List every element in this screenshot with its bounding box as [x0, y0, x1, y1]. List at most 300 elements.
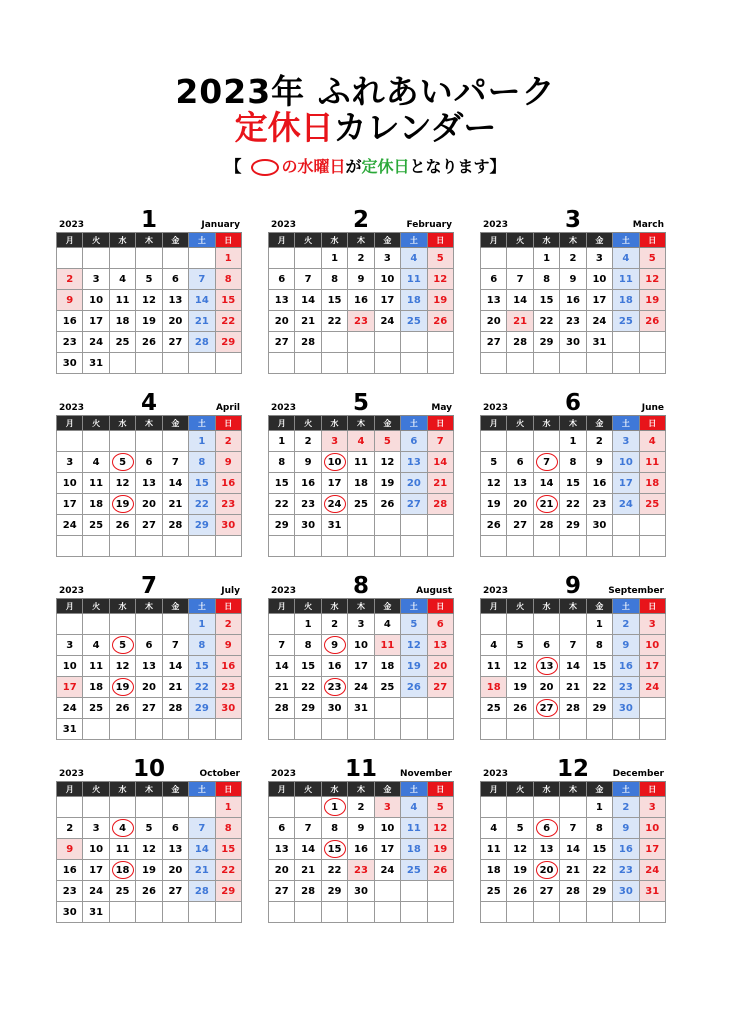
day-number: 31	[327, 519, 342, 531]
weekday-label: 火	[295, 782, 321, 797]
week-row	[481, 536, 666, 557]
day-number: 23	[566, 315, 580, 327]
day-number: 18	[115, 864, 130, 876]
day-number: 3	[595, 252, 603, 264]
day-cell	[136, 290, 162, 311]
day-number: 28	[274, 702, 289, 714]
day-number: 1	[304, 618, 312, 630]
day-cell	[109, 860, 135, 881]
empty-cell	[560, 719, 586, 740]
day-cell	[613, 431, 639, 452]
day-number: 9	[66, 843, 74, 855]
day-cell	[427, 860, 453, 881]
day-cell	[321, 290, 347, 311]
day-number: 30	[354, 885, 368, 897]
week-row	[481, 431, 666, 452]
weekday-label: 日	[639, 233, 665, 248]
day-number: 8	[569, 456, 577, 468]
day-number: 20	[539, 864, 554, 876]
day-cell	[136, 311, 162, 332]
day-cell	[57, 698, 83, 719]
day-number: 1	[569, 435, 577, 447]
day-cell	[639, 614, 665, 635]
day-cell	[162, 452, 188, 473]
day-number: 18	[486, 864, 501, 876]
day-number: 21	[539, 498, 554, 510]
day-number: 4	[490, 822, 498, 834]
day-number: 30	[618, 702, 633, 714]
day-cell	[215, 473, 241, 494]
day-cell	[189, 494, 215, 515]
day-cell	[57, 656, 83, 677]
day-number: 18	[89, 681, 104, 693]
day-cell	[613, 635, 639, 656]
day-cell	[348, 635, 374, 656]
day-cell	[348, 290, 374, 311]
day-number: 12	[115, 477, 130, 489]
empty-cell	[136, 536, 162, 557]
week-row	[481, 698, 666, 719]
closed-day-circle-icon	[112, 678, 134, 696]
day-cell	[189, 473, 215, 494]
weekday-label: 水	[109, 599, 135, 614]
day-cell	[269, 311, 295, 332]
day-number: 9	[357, 273, 365, 285]
day-cell	[613, 656, 639, 677]
day-cell	[215, 839, 241, 860]
day-number: 15	[194, 660, 209, 672]
day-number: 28	[566, 885, 580, 897]
day-cell	[586, 248, 612, 269]
day-cell	[481, 860, 507, 881]
day-number: 8	[278, 456, 286, 468]
day-number: 14	[566, 843, 580, 855]
day-cell	[136, 860, 162, 881]
day-cell	[295, 839, 321, 860]
weekday-label: 土	[613, 416, 639, 431]
day-number: 6	[410, 435, 418, 447]
day-number: 25	[89, 519, 104, 531]
empty-cell	[639, 332, 665, 353]
legend-open-bracket: 【	[225, 157, 242, 176]
day-number: 9	[66, 294, 74, 306]
day-number: 25	[406, 315, 421, 327]
month-name: December	[612, 769, 664, 779]
day-number: 28	[194, 336, 209, 348]
day-cell	[136, 269, 162, 290]
closed-day-circle-icon	[536, 819, 558, 837]
day-number: 19	[486, 498, 501, 510]
day-cell	[295, 818, 321, 839]
day-number: 28	[301, 336, 316, 348]
weekday-label: 土	[613, 233, 639, 248]
day-cell	[586, 881, 612, 902]
week-row	[269, 452, 454, 473]
day-cell	[374, 431, 400, 452]
week-row	[481, 515, 666, 536]
empty-cell	[189, 536, 215, 557]
day-number: 1	[595, 801, 603, 813]
day-number: 2	[224, 435, 232, 447]
empty-cell	[321, 902, 347, 923]
day-cell	[215, 860, 241, 881]
weekday-label: 木	[560, 782, 586, 797]
day-number: 22	[592, 681, 607, 693]
day-cell	[374, 248, 400, 269]
empty-cell	[348, 332, 374, 353]
day-number: 30	[62, 357, 77, 369]
empty-cell	[162, 797, 188, 818]
closed-day-circle-icon	[324, 453, 346, 471]
day-cell	[109, 452, 135, 473]
day-cell	[613, 797, 639, 818]
day-number: 31	[62, 723, 77, 735]
day-cell	[321, 635, 347, 656]
empty-cell	[586, 536, 612, 557]
day-cell	[427, 635, 453, 656]
day-number: 21	[274, 681, 289, 693]
weekday-label: 木	[136, 416, 162, 431]
weekday-label: 木	[348, 782, 374, 797]
day-number: 15	[566, 477, 580, 489]
day-cell	[162, 515, 188, 536]
day-number: 15	[301, 660, 316, 672]
day-cell	[560, 818, 586, 839]
day-cell	[136, 515, 162, 536]
day-cell	[586, 290, 612, 311]
week-row	[269, 473, 454, 494]
day-number: 23	[221, 681, 236, 693]
day-cell	[136, 818, 162, 839]
day-cell	[613, 248, 639, 269]
day-cell	[507, 290, 533, 311]
day-number: 13	[142, 660, 156, 672]
empty-cell	[427, 536, 453, 557]
empty-cell	[162, 719, 188, 740]
day-cell	[560, 494, 586, 515]
weekday-label: 月	[57, 416, 83, 431]
day-cell	[57, 881, 83, 902]
day-cell	[533, 269, 559, 290]
day-cell	[295, 656, 321, 677]
day-number: 24	[354, 681, 368, 693]
day-cell	[348, 311, 374, 332]
day-cell	[83, 902, 109, 923]
day-cell	[374, 656, 400, 677]
day-number: 24	[618, 498, 633, 510]
month-header	[56, 757, 242, 781]
day-number: 16	[354, 294, 368, 306]
empty-cell	[427, 698, 453, 719]
day-number: 11	[354, 456, 368, 468]
day-number: 10	[380, 822, 395, 834]
month-name: March	[632, 220, 664, 230]
day-cell	[215, 818, 241, 839]
empty-cell	[83, 797, 109, 818]
month-year: 2023	[271, 220, 297, 230]
day-number: 18	[89, 498, 104, 510]
day-number: 20	[142, 681, 156, 693]
empty-cell	[639, 698, 665, 719]
empty-cell	[269, 248, 295, 269]
day-number: 21	[566, 864, 580, 876]
legend-wednesday: の水曜日	[281, 157, 346, 176]
day-number: 10	[645, 822, 660, 834]
weekday-label: 土	[189, 599, 215, 614]
day-number: 29	[301, 702, 316, 714]
day-cell	[321, 614, 347, 635]
day-number: 11	[618, 273, 633, 285]
day-number: 30	[221, 519, 236, 531]
day-number: 13	[142, 477, 156, 489]
empty-cell	[348, 515, 374, 536]
empty-cell	[215, 536, 241, 557]
day-cell	[427, 248, 453, 269]
weekday-header-row	[57, 416, 242, 431]
day-number: 20	[274, 864, 289, 876]
day-cell	[427, 452, 453, 473]
month-calendar-12	[480, 757, 666, 923]
empty-cell	[83, 719, 109, 740]
day-cell	[507, 635, 533, 656]
month-calendar-6	[480, 391, 666, 557]
month-year: 2023	[59, 220, 85, 230]
day-cell	[613, 881, 639, 902]
day-cell	[639, 656, 665, 677]
day-cell	[162, 635, 188, 656]
day-number: 8	[304, 639, 312, 651]
day-number: 18	[406, 843, 421, 855]
weekday-label: 水	[533, 782, 559, 797]
day-cell	[215, 269, 241, 290]
day-number: 22	[274, 498, 289, 510]
week-row	[269, 719, 454, 740]
month-number: 11	[344, 756, 377, 782]
weekday-label: 木	[560, 233, 586, 248]
day-cell	[507, 473, 533, 494]
day-cell	[269, 473, 295, 494]
day-number: 15	[592, 843, 607, 855]
day-cell	[57, 269, 83, 290]
day-number: 2	[622, 801, 630, 813]
week-row	[57, 269, 242, 290]
day-cell	[613, 839, 639, 860]
day-number: 17	[62, 681, 77, 693]
month-calendar-3	[480, 208, 666, 374]
weekday-label: 月	[269, 416, 295, 431]
day-number: 18	[618, 294, 633, 306]
empty-cell	[639, 353, 665, 374]
day-number: 22	[194, 498, 209, 510]
day-number: 22	[194, 681, 209, 693]
day-cell	[109, 311, 135, 332]
month-table	[480, 232, 666, 374]
weekday-header-row	[269, 416, 454, 431]
week-row	[57, 494, 242, 515]
legend-ga: が	[345, 157, 362, 176]
day-cell	[321, 452, 347, 473]
month-year: 2023	[271, 769, 297, 779]
day-cell	[269, 332, 295, 353]
empty-cell	[586, 902, 612, 923]
day-cell	[560, 860, 586, 881]
week-row	[269, 290, 454, 311]
day-number: 7	[278, 639, 286, 651]
day-cell	[560, 248, 586, 269]
day-number: 29	[592, 885, 607, 897]
day-number: 16	[221, 477, 236, 489]
day-cell	[295, 677, 321, 698]
weekday-label: 日	[639, 416, 665, 431]
weekday-label: 土	[189, 233, 215, 248]
day-number: 12	[380, 456, 395, 468]
weekday-header-row	[481, 599, 666, 614]
month-table	[268, 232, 454, 374]
day-number: 13	[168, 294, 183, 306]
empty-cell	[321, 353, 347, 374]
day-cell	[586, 473, 612, 494]
weekday-label: 金	[162, 599, 188, 614]
day-cell	[481, 818, 507, 839]
day-number: 29	[592, 702, 607, 714]
month-number: 5	[352, 390, 369, 416]
weekday-label: 金	[586, 416, 612, 431]
empty-cell	[533, 902, 559, 923]
day-number: 19	[115, 681, 130, 693]
day-cell	[215, 656, 241, 677]
day-cell	[348, 248, 374, 269]
month-calendar-1	[56, 208, 242, 374]
week-row	[481, 614, 666, 635]
empty-cell	[162, 248, 188, 269]
day-cell	[269, 677, 295, 698]
day-cell	[639, 311, 665, 332]
day-cell	[560, 311, 586, 332]
day-number: 2	[622, 618, 630, 630]
week-row	[269, 797, 454, 818]
day-cell	[295, 635, 321, 656]
empty-cell	[109, 248, 135, 269]
empty-cell	[189, 248, 215, 269]
month-number: 4	[140, 390, 157, 416]
day-cell	[215, 494, 241, 515]
day-number: 7	[516, 273, 524, 285]
empty-cell	[269, 902, 295, 923]
day-cell	[215, 311, 241, 332]
day-cell	[427, 797, 453, 818]
month-year: 2023	[483, 769, 509, 779]
day-number: 24	[645, 681, 660, 693]
day-number: 26	[645, 315, 660, 327]
week-row	[57, 290, 242, 311]
day-number: 9	[622, 822, 630, 834]
month-number: 10	[132, 756, 165, 782]
day-number: 8	[198, 639, 206, 651]
day-number: 19	[142, 315, 156, 327]
empty-cell	[613, 536, 639, 557]
day-cell	[639, 494, 665, 515]
week-row	[269, 902, 454, 923]
empty-cell	[639, 719, 665, 740]
day-cell	[348, 494, 374, 515]
day-cell	[507, 494, 533, 515]
day-cell	[321, 818, 347, 839]
day-cell	[215, 332, 241, 353]
month-calendar-10	[56, 757, 242, 923]
day-number: 27	[539, 702, 554, 714]
empty-cell	[374, 515, 400, 536]
empty-cell	[162, 536, 188, 557]
day-number: 2	[357, 252, 365, 264]
day-cell	[83, 515, 109, 536]
day-number: 18	[354, 477, 368, 489]
day-number: 19	[513, 681, 528, 693]
day-number: 19	[645, 294, 660, 306]
day-number: 23	[62, 336, 77, 348]
closed-day-circle-icon	[536, 453, 558, 471]
weekday-label: 木	[348, 416, 374, 431]
day-number: 14	[301, 294, 316, 306]
day-cell	[109, 839, 135, 860]
day-number: 4	[119, 822, 127, 834]
empty-cell	[533, 719, 559, 740]
day-number: 24	[592, 315, 607, 327]
day-number: 31	[592, 336, 607, 348]
day-number: 15	[592, 660, 607, 672]
day-number: 3	[66, 639, 74, 651]
day-cell	[586, 698, 612, 719]
day-cell	[374, 797, 400, 818]
day-number: 3	[331, 435, 339, 447]
day-cell	[348, 452, 374, 473]
month-header	[480, 208, 666, 232]
day-number: 11	[89, 477, 104, 489]
day-number: 25	[645, 498, 660, 510]
empty-cell	[189, 353, 215, 374]
day-cell	[162, 677, 188, 698]
empty-cell	[639, 515, 665, 536]
day-number: 1	[198, 618, 206, 630]
month-name: May	[431, 403, 452, 413]
day-number: 28	[194, 885, 209, 897]
day-number: 15	[194, 477, 209, 489]
empty-cell	[427, 881, 453, 902]
day-number: 20	[539, 681, 554, 693]
day-cell	[613, 494, 639, 515]
day-cell	[83, 494, 109, 515]
day-number: 6	[543, 639, 551, 651]
empty-cell	[401, 515, 427, 536]
day-cell	[481, 473, 507, 494]
day-number: 18	[406, 294, 421, 306]
month-calendar-5	[268, 391, 454, 557]
day-number: 20	[168, 864, 183, 876]
day-number: 8	[331, 822, 339, 834]
empty-cell	[295, 353, 321, 374]
day-cell	[586, 452, 612, 473]
day-cell	[481, 290, 507, 311]
weekday-label: 水	[109, 416, 135, 431]
empty-cell	[374, 332, 400, 353]
empty-cell	[481, 353, 507, 374]
day-cell	[321, 515, 347, 536]
day-cell	[269, 269, 295, 290]
day-cell	[481, 839, 507, 860]
empty-cell	[295, 248, 321, 269]
day-number: 5	[119, 639, 127, 651]
week-row	[481, 311, 666, 332]
day-number: 10	[592, 273, 607, 285]
